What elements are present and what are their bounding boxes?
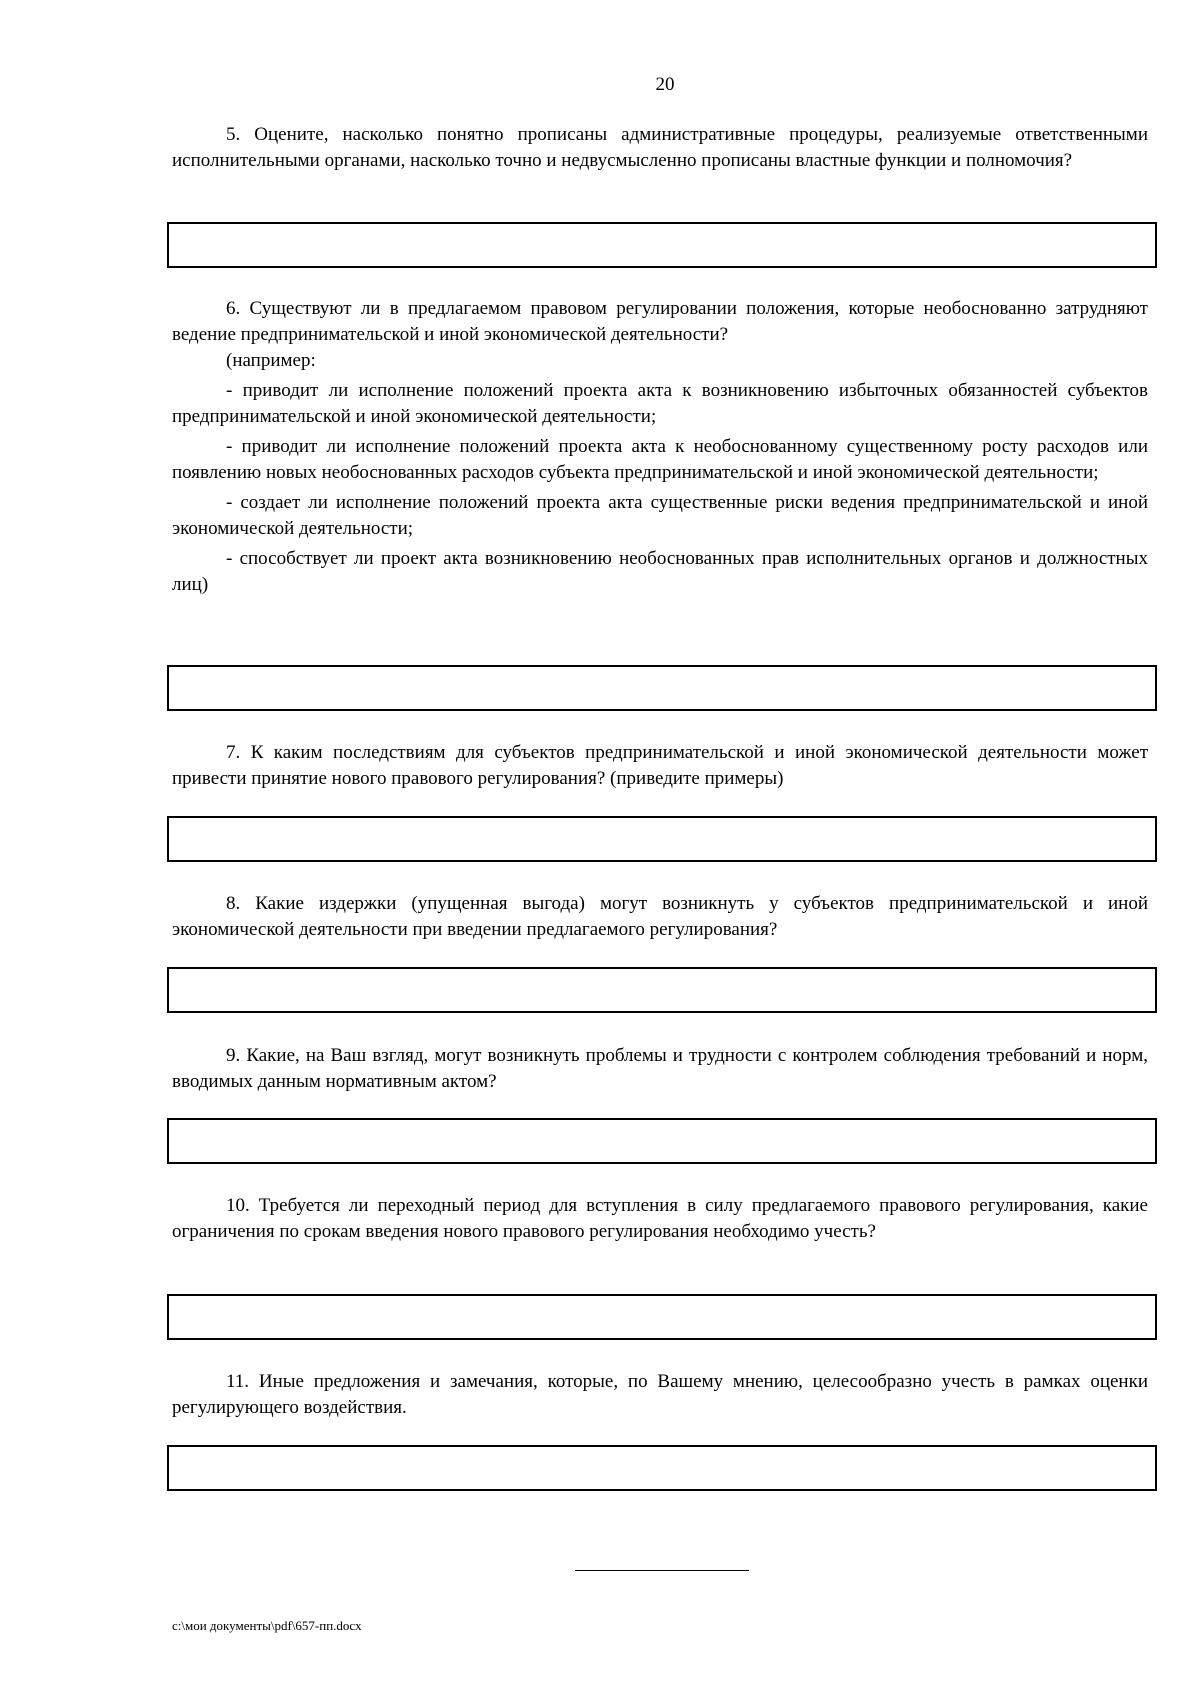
question-6-example-item: - приводит ли исполнение положений проекта акта к возникновению избыточных обязанностей субъектов предпринимательской и иной экономической деятельности; [172,380,1148,427]
question-8 [172,891,1148,943]
question-10-text: 10. Требуется ли переходный период для вступления в силу предлагаемого правового регулирования, какие ограничения по срокам введения нового правового регулирования необходимо учесть? [172,1195,1148,1242]
footer-file-path: c:\мои документы\pdf\657-пп.docx [172,1618,362,1633]
question-8-text: 8. Какие издержки (упущенная выгода) могут возникнуть у субъектов предпринимательской и иной экономической деятельности при введении предлагаемого регулирования? [172,893,1148,940]
answer-field-question-5[interactable] [167,222,1157,268]
question-7 [172,740,1148,792]
answer-field-question-6[interactable] [167,665,1157,711]
question-10 [172,1193,1148,1245]
question-6-example-item: - приводит ли исполнение положений проекта акта к необоснованному существенному росту расходов или появлению новых необоснованных расходов субъекта предпринимательской и иной экономической деятельности; [172,436,1148,483]
question-11 [172,1369,1148,1421]
question-6 [172,296,1148,598]
question-5 [172,122,1148,174]
question-11-text: 11. Иные предложения и замечания, которые, по Вашему мнению, целесообразно учесть в рамках оценки регулирующего воздействия. [172,1371,1148,1418]
answer-field-question-11[interactable] [167,1445,1157,1491]
answer-field-question-9[interactable] [167,1118,1157,1164]
question-6-example-intro: (например: [226,350,316,371]
question-6-example-item: - создает ли исполнение положений проекта акта существенные риски ведения предпринимательской и иной экономической деятельности; [172,492,1148,539]
question-5-text: 5. Оцените, насколько понятно прописаны административные процедуры, реализуемые ответственными исполнительными органами, насколько точно и недвусмысленно прописаны властные функции и полномочия? [172,124,1148,171]
answer-field-question-7[interactable] [167,816,1157,862]
question-9 [172,1043,1148,1095]
question-7-text: 7. К каким последствиям для субъектов предпринимательской и иной экономической деятельности может привести принятие нового правового регулирования? (приведите примеры) [172,742,1148,789]
page-number: 20 [655,74,675,95]
question-6-example-item: - способствует ли проект акта возникновению необоснованных прав исполнительных органов и должностных лиц) [172,548,1148,595]
closing-divider [575,1570,749,1571]
answer-field-question-10[interactable] [167,1294,1157,1340]
question-6-text: 6. Существуют ли в предлагаемом правовом регулировании положения, которые необоснованно затрудняют ведение предпринимательской и иной экономической деятельности? [172,298,1148,345]
question-9-text: 9. Какие, на Ваш взгляд, могут возникнуть проблемы и трудности с контролем соблюдения требований и норм, вводимых данным нормативным актом? [172,1045,1148,1092]
answer-field-question-8[interactable] [167,967,1157,1013]
